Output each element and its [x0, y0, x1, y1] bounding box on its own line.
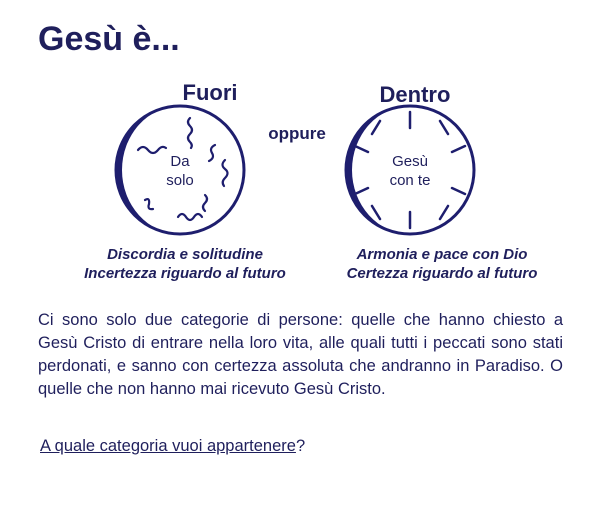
right-caption [312, 245, 572, 283]
connector-text: oppure [268, 124, 326, 143]
left-inner-line2: solo [166, 172, 194, 189]
left-caption-line1: Discordia e solitudine [107, 246, 263, 263]
right-inner-line1: Gesù [392, 153, 428, 170]
right-circle [346, 106, 474, 234]
right-heading: Dentro [379, 82, 451, 107]
question [40, 437, 305, 456]
left-inner-line1: Da [170, 153, 190, 170]
page-title: Gesù è... [38, 20, 180, 58]
left-caption-line2: Incertezza riguardo al futuro [84, 265, 286, 282]
right-caption-line1: Armonia e pace con Dio [356, 246, 528, 263]
question-mark: ? [295, 437, 306, 455]
tick-marks [355, 112, 465, 228]
right-inner-line2: con te [389, 172, 431, 189]
right-caption-line2: Certezza riguardo al futuro [346, 265, 538, 282]
left-caption [55, 245, 315, 283]
body-paragraph: Ci sono solo due categorie di persone: quelle che hanno chiesto a Gesù Cristo di entrare nella loro vita, alle quali tutti i peccati sono stati perdonati, e sanno con certezza assoluta che andranno in Paradiso. O quelle che non hanno mai ricevuto Gesù Cristo. [38, 311, 563, 398]
left-heading: Fuori [182, 80, 238, 105]
question-link[interactable]: A quale categoria vuoi appartenere [40, 437, 296, 455]
left-circle [116, 106, 244, 234]
